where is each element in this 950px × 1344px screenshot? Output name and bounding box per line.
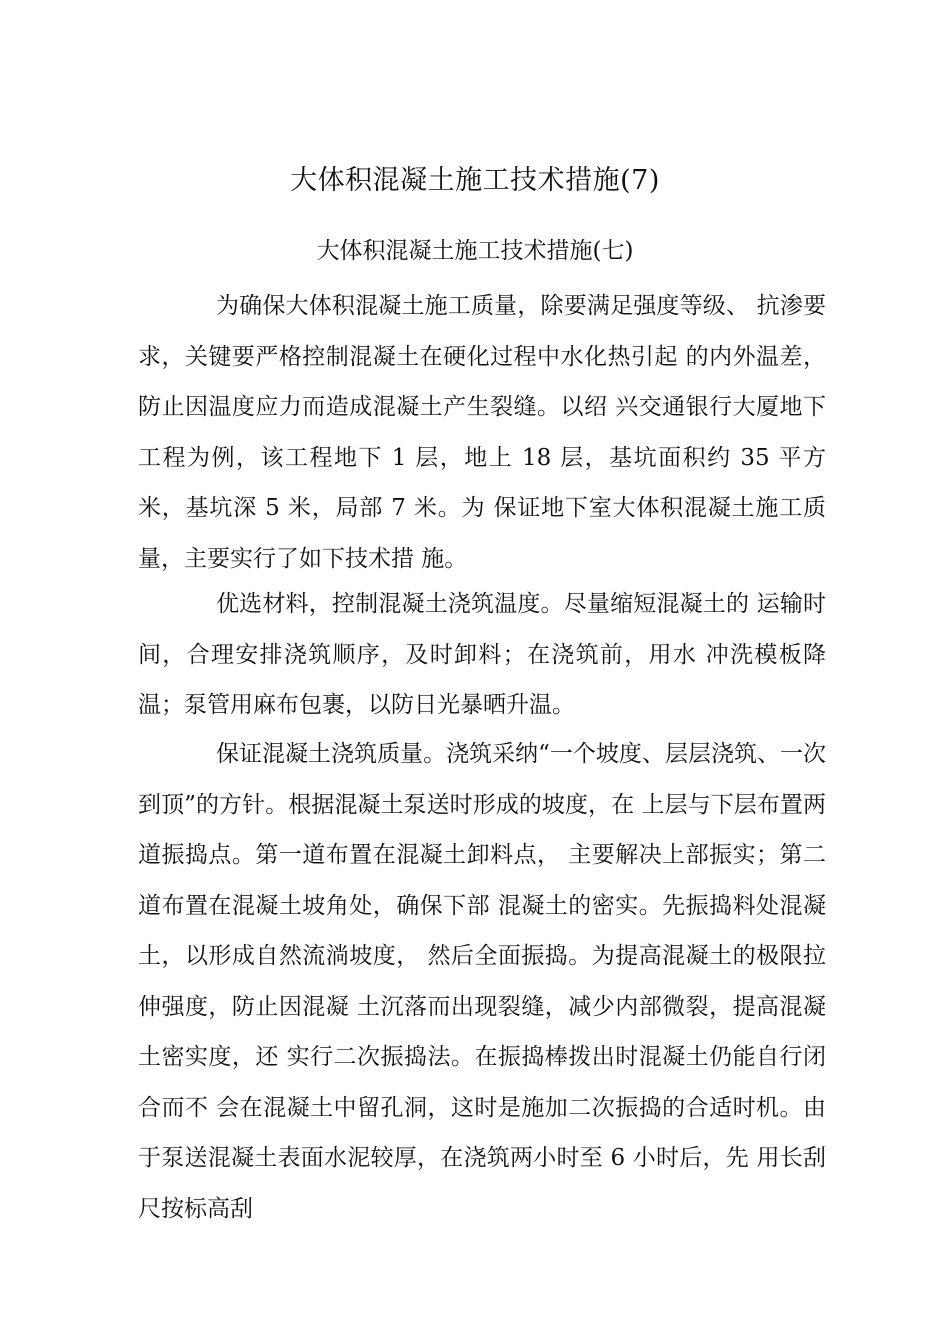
- paragraph-text: 保证混凝土浇筑质量。浇筑采纳“一个坡度、层层浇筑、一次到顶”的方针。根据混凝土泵送时形成的坡度，在 上层与下层布置两道振捣点。第一道布置在混凝土卸料点， 主要解决上部振实；第二道布置在混凝土坡角处，确保下部 混凝土的密实。先振捣料处混凝土，以形成自然流淌坡度， 然后全面振捣。为提高混凝土的极限拉伸强度，防止因混凝 土沉落而出现裂缝，减少内部微裂，提高混凝土密实度，还 实行二次振捣法。在振捣棒拨出时混凝土仍能自行闭合而不 会在混凝土中留孔洞，这时是施加二次振捣的合适时机。由 于泵送混凝土表面水泥较厚，在浇筑两小时至 6 小时后，先 用长刮尺按标高刮: [138, 741, 826, 1222]
- paragraph-text: 优选材料，控制混凝土浇筑温度。尽量缩短混凝土的 运输时间，合理安排浇筑顺序，及时卸料；在浇筑前，用水 冲洗模板降温；泵管用麻布包裹，以防日光暴晒升温。: [138, 591, 826, 718]
- paragraph-block: [138, 729, 826, 1234]
- paragraph-block: [138, 281, 826, 584]
- page-subtitle: 大体积混凝土施工技术措施(七): [316, 238, 634, 264]
- page-title: 大体积混凝土施工技术措施(7): [290, 165, 660, 196]
- paragraph-text: 为确保大体积混凝土施工质量，除要满足强度等级、 抗渗要求，关键要严格控制混凝土在硬化过程中水化热引起 的内外温差，防止因温度应力而造成混凝土产生裂缝。以绍 兴交通银行大厦地下工程为例，该工程地下 1 层，地上 18 层，基坑面积约 35 平方米，基坑深 5 米，局部 7 米。为 保证地下室大体积混凝土施工质量，主要实行了如下技术措 施。: [138, 293, 826, 572]
- paragraph-block: [138, 579, 826, 731]
